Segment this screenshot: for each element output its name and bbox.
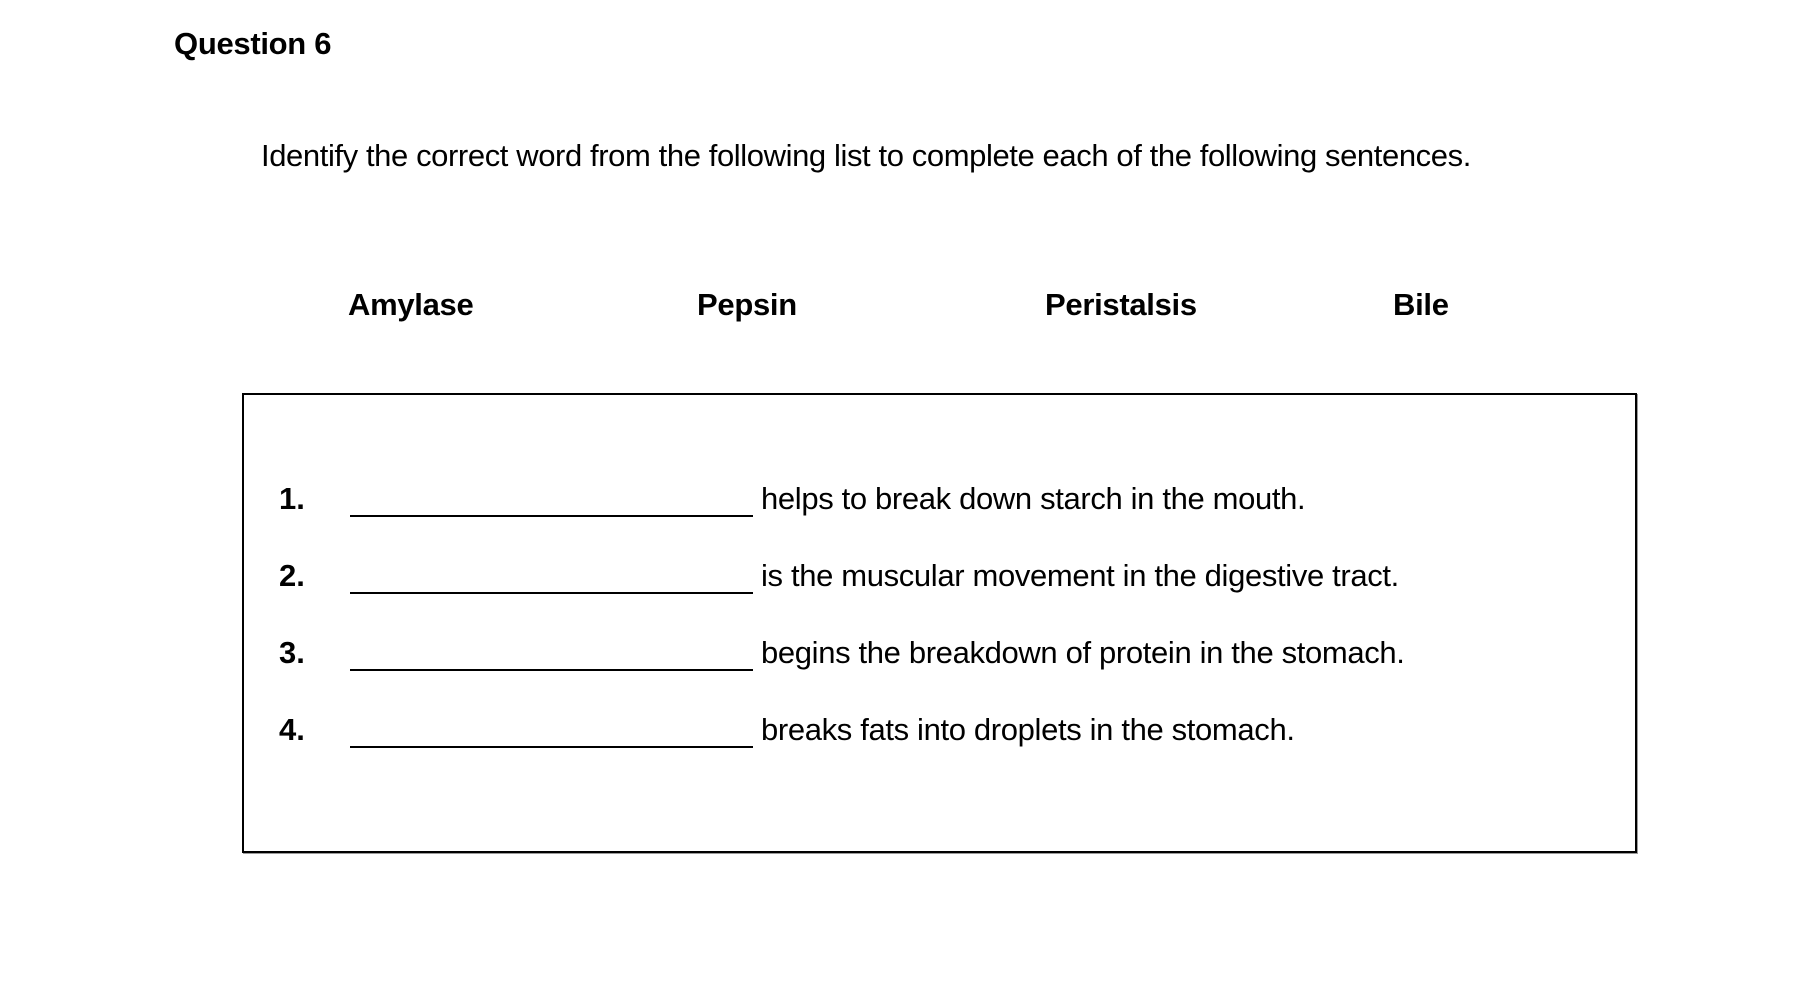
sentence-number: 2. <box>279 558 305 593</box>
sentence-number: 1. <box>279 481 305 516</box>
word-bank-item: Amylase <box>348 287 474 322</box>
answer-blank[interactable] <box>350 592 753 594</box>
sentence-number: 3. <box>279 635 305 670</box>
sentence-row <box>244 481 1635 525</box>
answer-blank[interactable] <box>350 746 753 748</box>
sentence-row <box>244 712 1635 756</box>
sentence-number: 4. <box>279 712 305 747</box>
sentence-row <box>244 558 1635 602</box>
sentence-text: begins the breakdown of protein in the stomach. <box>761 635 1405 670</box>
word-bank <box>0 287 1818 327</box>
word-bank-item: Pepsin <box>697 287 797 322</box>
sentence-text: is the muscular movement in the digestive tract. <box>761 558 1399 593</box>
answer-box <box>242 393 1637 853</box>
answer-blank[interactable] <box>350 515 753 517</box>
sentence-row <box>244 635 1635 679</box>
question-instructions: Identify the correct word from the following list to complete each of the following sentences. <box>261 138 1471 173</box>
word-bank-item: Peristalsis <box>1045 287 1197 322</box>
answer-blank[interactable] <box>350 669 753 671</box>
sentence-text: breaks fats into droplets in the stomach. <box>761 712 1295 747</box>
question-title: Question 6 <box>174 26 332 61</box>
word-bank-item: Bile <box>1393 287 1449 322</box>
sentence-text: helps to break down starch in the mouth. <box>761 481 1306 516</box>
